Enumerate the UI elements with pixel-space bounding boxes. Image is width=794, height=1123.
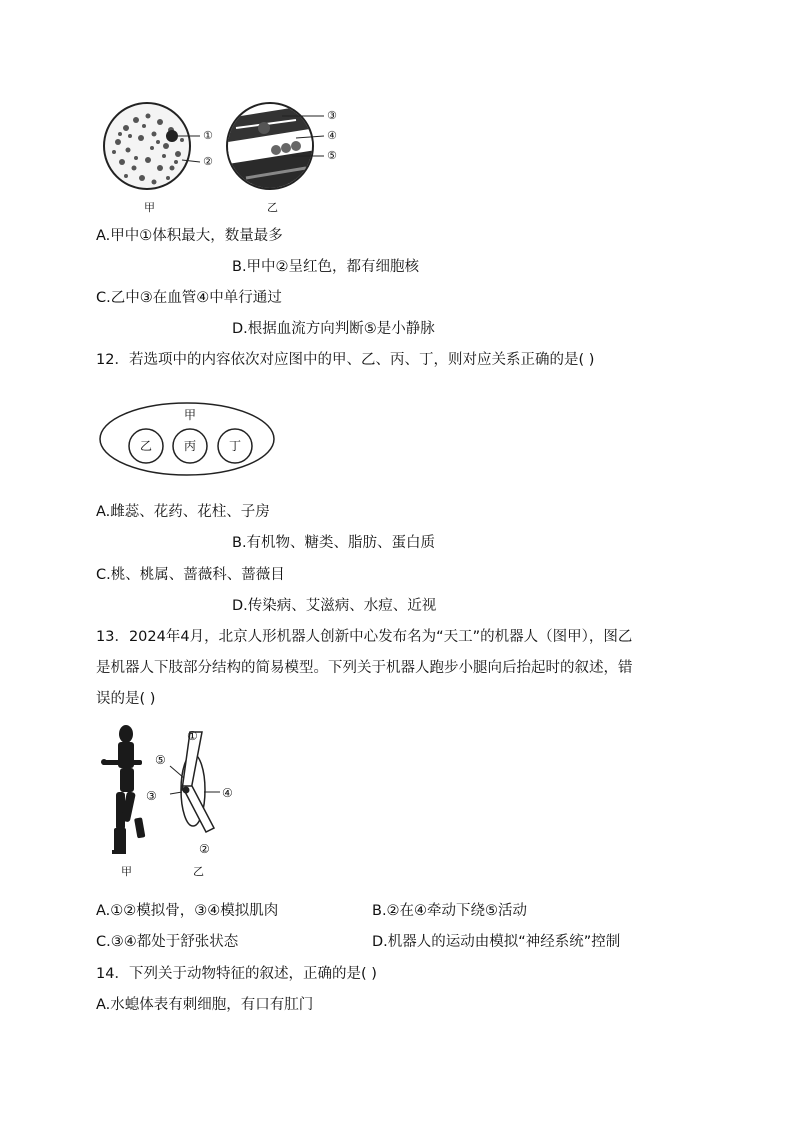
q11-label-1: ① (203, 129, 213, 142)
robot-silhouette (101, 725, 145, 854)
q13-caption-right: 乙 (193, 865, 204, 878)
q13-stem-line-3: 误的是( ) (96, 691, 156, 707)
q12-option-b: B.有机物、糖类、脂肪、蛋白质 (232, 535, 436, 551)
q13-option-b: B.②在④牵动下绕⑤活动 (372, 903, 528, 919)
q11-caption-left: 甲 (144, 201, 155, 214)
q13-stem-line-2: 是机器人下肢部分结构的简易模型。下列关于机器人跑步小腿向后抬起时的叙述，错 (96, 660, 633, 676)
q11-option-b: B.甲中②呈红色，都有细胞核 (232, 259, 420, 275)
q11-caption-right: 乙 (267, 201, 278, 214)
q11-figure (96, 98, 356, 220)
q12-inner-label-2: 丙 (184, 439, 197, 453)
q12-option-c: C.桃、桃属、蔷薇科、蔷薇目 (96, 567, 285, 583)
q13-option-a: A.①②模拟骨，③④模拟肌肉 (96, 903, 279, 919)
q11-label-2: ② (203, 155, 213, 168)
q13-option-d: D.机器人的运动由模拟“神经系统”控制 (372, 934, 621, 950)
q14-option-a: A.水螅体表有刺细胞，有口有肛门 (96, 997, 314, 1013)
joint (183, 787, 190, 794)
q13-stem-line-1: 13．2024年4月，北京人形机器人创新中心发布名为“天工”的机器人（图甲），图乙 (96, 629, 633, 645)
q14-stem: 14．下列关于动物特征的叙述，正确的是( ) (96, 966, 377, 982)
q11-label-3: ③ (327, 109, 337, 122)
q13-label-5: ⑤ (155, 753, 166, 767)
q13-caption-left: 甲 (121, 865, 132, 878)
q12-option-d: D.传染病、艾滋病、水痘、近视 (232, 598, 437, 614)
q13-label-4: ④ (222, 786, 233, 800)
q11-label-5: ⑤ (327, 149, 337, 162)
q11-option-c: C.乙中③在血管④中单行通过 (96, 290, 282, 306)
q12-inner-label-1: 乙 (140, 439, 153, 453)
q13-label-1: ① (187, 729, 198, 743)
q13-label-2: ② (199, 842, 210, 856)
q12-stem: 12．若选项中的内容依次对应图中的甲、乙、丙、丁，则对应关系正确的是( ) (96, 352, 595, 368)
q12-outer-label: 甲 (184, 408, 197, 422)
q11-label-4: ④ (327, 129, 337, 142)
q11-option-a: A.甲中①体积最大，数量最多 (96, 228, 283, 244)
q12-option-a: A.雌蕊、花药、花柱、子房 (96, 504, 270, 520)
q11-micrograph-svg (96, 98, 356, 220)
q13-option-c: C.③④都处于舒张状态 (96, 934, 239, 950)
q12-inner-label-3: 丁 (229, 439, 242, 453)
q11-option-d: D.根据血流方向判断⑤是小静脉 (232, 321, 435, 337)
white-blood-cell (166, 130, 178, 142)
q13-label-3: ③ (146, 789, 157, 803)
